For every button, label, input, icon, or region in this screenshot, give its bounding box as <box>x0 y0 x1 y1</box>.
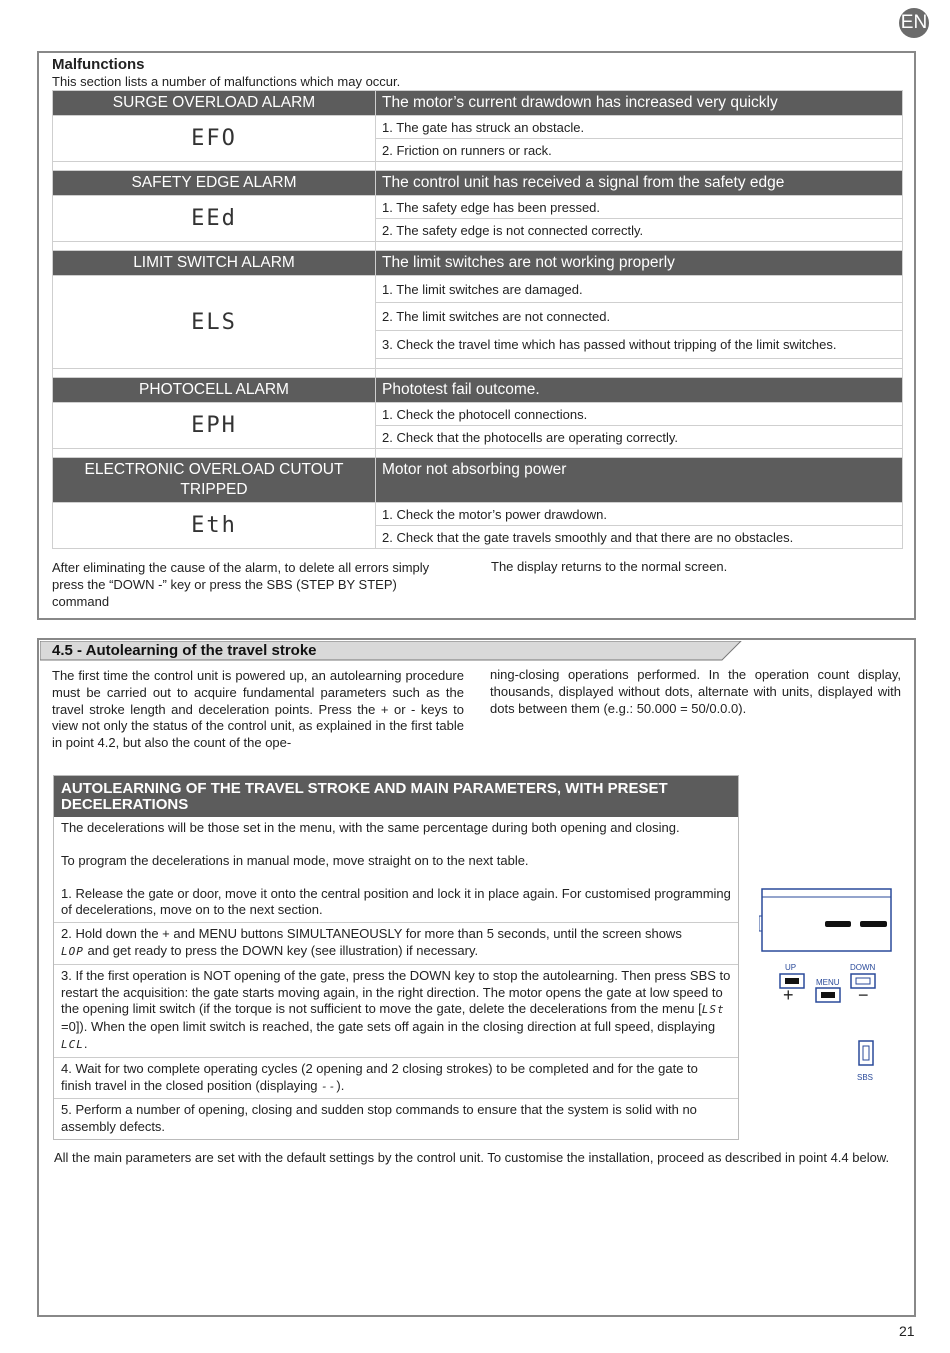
alarm-name: LIMIT SWITCH ALARM <box>53 251 376 276</box>
alarm-code-display: ELS <box>53 276 376 369</box>
section-subtitle: This section lists a number of malfunctions which may occur. <box>52 74 401 89</box>
alarm-cause: 1. Check the motor’s power drawdown. <box>376 503 903 526</box>
control-panel-illustration <box>759 887 899 1087</box>
alarm-description: Phototest fail outcome. <box>376 378 903 403</box>
paragraph: To program the decelerations in manual mode, move straight on to the next table. <box>61 852 529 868</box>
step-text: 3. If the first operation is NOT opening of the gate, press the DOWN key to stop the autolearning. Then press SBS to restart the acquisition: the gate starts moving again, in the right direction. The motor opens the gate at low speed to the opening limit switch (if the torque is not sufficient to move the gate, delete the decelerations from the menu [ <box>61 967 731 1017</box>
alarm-cause: 1. Check the photocell connections. <box>376 403 903 426</box>
sbs-key-label: SBS <box>857 1073 874 1082</box>
autolearning-table <box>53 775 739 1140</box>
intro-text-right: ning-closing operations performed. In the operation count display, thousands, displayed without dots, alternate with units, displayed with dots between them (e.g.: 50.000 = 50/0.0.0). <box>490 667 901 716</box>
alarm-code-display: EPH <box>53 403 376 449</box>
step-text: and get ready to press the DOWN key (see illustration) if necessary. <box>87 942 479 958</box>
up-key-label: UP <box>785 963 797 972</box>
intro-text-left: The first time the control unit is powered up, an autolearning procedure must be carried out to acquire fundamental parameters such as the travel stroke length and deceleration points. Press the + or - keys to view not only the status of the control unit, as explained in the first table in point 4.2, but also the count of the ope- <box>52 668 464 751</box>
alarm-description: The motor’s current drawdown has increased very quickly <box>376 91 903 116</box>
reset-result: The display returns to the normal screen. <box>491 559 728 574</box>
down-key-label: DOWN <box>850 963 876 972</box>
lcd-code: LCL <box>61 1037 84 1051</box>
alarm-description: Motor not absorbing power <box>376 458 903 503</box>
alarm-cause: 1. The gate has struck an obstacle. <box>376 116 903 139</box>
step-text: . <box>83 1035 88 1051</box>
lcd-code: LSt <box>701 1003 725 1017</box>
alarm-table <box>52 90 903 549</box>
malfunctions-section <box>37 51 916 620</box>
table-title: AUTOLEARNING OF THE TRAVEL STROKE AND MAIN PARAMETERS, WITH PRESET DECELERATIONS <box>54 776 738 817</box>
alarm-description: The limit switches are not working properly <box>376 251 903 276</box>
section-title: Malfunctions <box>52 56 145 73</box>
step-text: ). <box>336 1077 345 1093</box>
footer-note: All the main parameters are set with the default settings by the control unit. To customise the installation, proceed as described in point 4.4 below. <box>54 1150 890 1165</box>
step-text: 2. Hold down the + and MENU buttons SIMULTANEOUSLY for more than 5 seconds, until the screen shows <box>61 926 682 942</box>
alarm-cause: 2. Check that the gate travels smoothly and that there are no obstacles. <box>376 526 903 549</box>
table-intro <box>54 817 738 922</box>
alarm-cause: 1. The limit switches are damaged. <box>376 276 903 303</box>
alarm-cause: 2. Friction on runners or rack. <box>376 139 903 162</box>
alarm-name: SURGE OVERLOAD ALARM <box>53 91 376 116</box>
alarm-cause: 2. Check that the photocells are operating correctly. <box>376 426 903 449</box>
menu-key-label: MENU <box>816 978 840 987</box>
step-5: 5. Perform a number of opening, closing and sudden stop commands to ensure that the system is solid with no assembly defects. <box>54 1098 738 1139</box>
autolearning-section <box>37 638 916 1317</box>
section-title: 4.5 - Autolearning of the travel stroke <box>52 642 317 659</box>
control-panel-drawing <box>759 887 899 1087</box>
section-header-tab <box>40 641 740 659</box>
alarm-name: ELECTRONIC OVERLOAD CUTOUT TRIPPED <box>53 458 376 503</box>
plus-sign: + <box>783 985 794 1005</box>
alarm-description: The control unit has received a signal from the safety edge <box>376 171 903 196</box>
alarm-code-display: Eth <box>53 503 376 549</box>
step-text: =0]). When the open limit switch is reached, the gate sets off again in the closing direction at full speed, displaying <box>61 1019 716 1035</box>
page-number: 21 <box>899 1323 915 1339</box>
alarm-name: SAFETY EDGE ALARM <box>53 171 376 196</box>
lcd-code: LOP <box>61 944 84 958</box>
alarm-name: PHOTOCELL ALARM <box>53 378 376 403</box>
paragraph: The decelerations will be those set in the menu, with the same percentage during both opening and closing. <box>61 820 680 835</box>
language-badge: EN <box>899 8 929 38</box>
alarm-code-display: EFO <box>53 116 376 162</box>
step-3 <box>54 964 738 1057</box>
alarm-cause: 2. The limit switches are not connected. <box>376 303 903 331</box>
alarm-cause: 2. The safety edge is not connected correctly. <box>376 219 903 242</box>
minus-sign: − <box>858 985 869 1005</box>
lcd-code: -- <box>321 1079 337 1093</box>
alarm-code-display: EEd <box>53 196 376 242</box>
step-2 <box>54 922 738 964</box>
reset-instructions: After eliminating the cause of the alarm, to delete all errors simply press the “DOWN -” key or press the SBS (STEP BY STEP) command <box>52 560 430 609</box>
alarm-cause: 1. The safety edge has been pressed. <box>376 196 903 219</box>
step-1: 1. Release the gate or door, move it onto the central position and lock it in place again. For customised programming of decelerations, move on to the next section. <box>61 885 731 918</box>
alarm-cause: 3. Check the travel time which has passed without tripping of the limit switches. <box>376 331 903 359</box>
step-text: 4. Wait for two complete operating cycles (2 opening and 2 closing strokes) to be completed and for the gate to finish travel in the closed position (displaying <box>61 1060 698 1093</box>
step-4 <box>54 1057 738 1099</box>
